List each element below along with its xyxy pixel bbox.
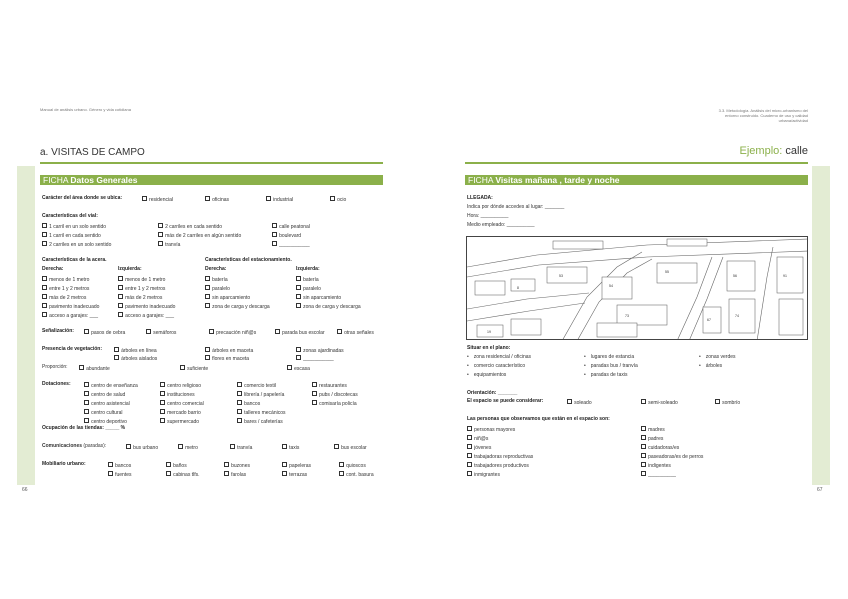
veg-label: Presencia de vegetación: — [42, 346, 103, 352]
situar-item: • paradas bus / tranvía — [584, 364, 638, 369]
checkbox-persona[interactable]: paseadoras/es de perros — [641, 453, 703, 460]
right-header-line: 3.3. Metodología. Análisis del micro-urbanismo del — [718, 108, 808, 113]
checkbox-estac[interactable]: zona de carga y descarga — [205, 303, 270, 310]
checkbox-dot[interactable]: centro deportivo — [84, 418, 127, 425]
checkbox-vial[interactable]: 1 carril en un solo sentido — [42, 223, 106, 230]
estac-izquierda: Izquierda: — [296, 266, 320, 272]
acera-izquierda: Izquierda: — [118, 266, 142, 272]
checkbox-espacio[interactable]: sombrío — [715, 399, 740, 406]
situar-item: • paradas de taxis — [584, 373, 627, 378]
checkbox-dot[interactable]: restaurantes — [312, 382, 347, 389]
checkbox-persona[interactable]: __________ — [641, 471, 676, 478]
checkbox-espacio[interactable]: semi-soleado — [641, 399, 678, 406]
checkbox-dot[interactable]: instituciones — [160, 391, 195, 398]
map-number: 91 — [783, 274, 787, 278]
checkbox-mob[interactable]: buzones — [224, 462, 250, 469]
right-section-title — [740, 146, 808, 157]
checkbox-com[interactable]: tranvía — [230, 444, 252, 451]
left-title-rule — [40, 162, 383, 164]
street-map — [466, 236, 808, 340]
personas-title: Las personas que observamos que están en el espacio son: — [467, 416, 610, 422]
map-number: 73 — [625, 314, 629, 318]
map-number: 19 — [487, 330, 491, 334]
ocupacion: Ocupación de las tiendas: _____ % — [42, 425, 126, 431]
ficha-label: FICHA — [43, 175, 69, 185]
situar-item: • árboles — [699, 364, 722, 369]
checkbox-dot[interactable]: bares / cafeterías — [237, 418, 283, 425]
acera-title: Características de la acera. — [42, 257, 107, 263]
checkbox-estac[interactable]: sin aparcamiento — [205, 294, 250, 301]
map-number: 67 — [707, 318, 711, 322]
checkbox-persona[interactable]: niñ@s — [467, 435, 488, 442]
acera-derecha: Derecha: — [42, 266, 64, 272]
checkbox-senal[interactable]: pasos de cebra — [84, 329, 125, 336]
checkbox-vial[interactable]: tranvía — [158, 241, 180, 248]
checkbox-persona[interactable]: padres — [641, 435, 663, 442]
right-running-header — [719, 108, 808, 123]
right-header-line: entorno construido. Cuaderno de uso y calidad — [725, 113, 808, 118]
checkbox-veg[interactable]: árboles en línea — [114, 347, 157, 354]
checkbox-dot[interactable]: centro asistencial — [84, 400, 130, 407]
left-page-number: 66 — [22, 487, 28, 493]
checkbox-senal[interactable]: otras señales — [337, 329, 374, 336]
checkbox-com[interactable]: bus urbano — [126, 444, 158, 451]
checkbox-dot[interactable]: centro de salud — [84, 391, 125, 398]
ejemplo-value: calle — [785, 145, 808, 157]
map-number: 8 — [517, 286, 519, 290]
checkbox-prop[interactable]: suficiente — [180, 365, 208, 372]
checkbox-vial[interactable]: boulevard — [272, 232, 301, 239]
llegada-label: LLEGADA: — [467, 195, 493, 201]
estac-derecha: Derecha: — [205, 266, 227, 272]
checkbox-estac[interactable]: batería — [205, 276, 228, 283]
checkbox-acera[interactable]: acceso a garajes: ___ — [42, 312, 98, 319]
situar-title: Situar en el plano: — [467, 345, 511, 351]
checkbox-veg[interactable]: ___________ — [296, 355, 334, 362]
checkbox-mob[interactable]: bancos — [108, 462, 131, 469]
checkbox-mob[interactable]: fuentes — [108, 471, 132, 478]
checkbox-residencial[interactable]: residencial — [142, 196, 173, 203]
checkbox-mob[interactable]: baños — [166, 462, 187, 469]
checkbox-vial[interactable]: 2 carriles en un solo sentido — [42, 241, 111, 248]
right-ficha-band — [465, 175, 808, 185]
checkbox-dot[interactable]: centro cultural — [84, 409, 123, 416]
checkbox-estac[interactable]: sin aparcamiento — [296, 294, 341, 301]
checkbox-veg[interactable]: zonas ajardinadas — [296, 347, 344, 354]
checkbox-dot[interactable]: comercio textil — [237, 382, 276, 389]
left-ficha-band — [40, 175, 383, 185]
street-map-drawing — [467, 237, 808, 340]
checkbox-estac[interactable]: batería — [296, 276, 319, 283]
checkbox-mob[interactable]: cabinas tlfs. — [166, 471, 200, 478]
checkbox-industrial[interactable]: industrial — [266, 196, 293, 203]
checkbox-persona[interactable]: trabajadoras reproductivas — [467, 453, 533, 460]
checkbox-dot[interactable]: centro religioso — [160, 382, 201, 389]
checkbox-senal[interactable]: parada bus escolar — [275, 329, 325, 336]
llegada-line: Indica por dónde accedes al lugar: _______ — [467, 204, 565, 210]
checkbox-persona[interactable]: indigentes — [641, 462, 671, 469]
checkbox-persona[interactable]: madres — [641, 426, 665, 433]
checkbox-veg[interactable]: árboles en maceta — [205, 347, 253, 354]
situar-item: • zonas verdes — [699, 355, 736, 360]
checkbox-senal[interactable]: semáforos — [146, 329, 176, 336]
orientacion: Orientación: _______ — [467, 390, 518, 396]
checkbox-dot[interactable]: supermercado — [160, 418, 199, 425]
prop-label: Proporción: — [42, 364, 68, 370]
checkbox-persona[interactable]: jóvenes — [467, 444, 491, 451]
checkbox-acera[interactable]: menos de 1 metro — [42, 276, 89, 283]
left-running-header: Manual de análisis urbano. Género y vida cotidiana — [40, 107, 131, 112]
map-number: 74 — [735, 314, 739, 318]
checkbox-acera[interactable]: entre 1 y 2 metros — [118, 285, 165, 292]
checkbox-vial[interactable]: calle peatonal — [272, 223, 310, 230]
checkbox-veg[interactable]: flores en maceta — [205, 355, 249, 362]
checkbox-dot[interactable]: mercado barrio — [160, 409, 201, 416]
checkbox-acera[interactable]: entre 1 y 2 metros — [42, 285, 89, 292]
checkbox-acera[interactable]: más de 2 metros — [42, 294, 86, 301]
checkbox-dot[interactable]: pubs / discotecas — [312, 391, 358, 398]
right-margin-bar — [812, 166, 830, 485]
checkbox-acera[interactable]: pavimento inadecuado — [118, 303, 175, 310]
dot-label: Dotaciones: — [42, 381, 71, 387]
checkbox-com[interactable]: bus escolar — [334, 444, 367, 451]
right-title-rule — [465, 162, 808, 164]
vial-title: Características del vial: — [42, 213, 98, 219]
llegada-line: Medio empleado: __________ — [467, 222, 535, 228]
checkbox-mob[interactable]: farolas — [224, 471, 246, 478]
caracter-label: Carácter del área donde se ubica: — [42, 195, 123, 201]
checkbox-vial[interactable]: 2 carriles en cada sentido — [158, 223, 222, 230]
checkbox-dot[interactable]: centro comercial — [160, 400, 204, 407]
checkbox-veg[interactable]: árboles aislados — [114, 355, 157, 362]
checkbox-persona[interactable]: personas mayores — [467, 426, 515, 433]
situar-item: • zona residencial / oficinas — [467, 355, 531, 360]
map-number: 53 — [559, 274, 563, 278]
checkbox-persona[interactable]: cuidadoras/es — [641, 444, 679, 451]
checkbox-acera[interactable]: menos de 1 metro — [118, 276, 165, 283]
checkbox-com[interactable]: metro — [178, 444, 198, 451]
com-label-text: Comunicaciones — [42, 443, 83, 449]
situar-item: • lugares de estancia — [584, 355, 634, 360]
situar-item: • comercio característico — [467, 364, 525, 369]
ejemplo-label: Ejemplo: — [739, 145, 783, 157]
checkbox-mob[interactable]: papeleras — [282, 462, 311, 469]
left-section-title: a. VISITAS DE CAMPO — [40, 147, 145, 158]
checkbox-com[interactable]: taxis — [282, 444, 299, 451]
checkbox-prop[interactable]: abundante — [79, 365, 110, 372]
senal-label: Señalización: — [42, 328, 74, 334]
situar-item: • equipamientos — [467, 373, 506, 378]
checkbox-persona[interactable]: inmigrantes — [467, 471, 500, 478]
left-margin-bar — [17, 166, 35, 485]
estac-title: Características del estacionamiento. — [205, 257, 292, 263]
checkbox-mob[interactable]: cont. basura — [339, 471, 374, 478]
checkbox-vial[interactable]: más de 2 carriles en algún sentido — [158, 232, 241, 239]
map-number: 55 — [665, 270, 669, 274]
checkbox-prop[interactable]: escasa — [287, 365, 310, 372]
checkbox-estac[interactable]: zona de carga y descarga — [296, 303, 361, 310]
map-number: 54 — [609, 284, 613, 288]
right-page-number: 67 — [817, 487, 823, 493]
mob-label: Mobiliario urbano: — [42, 461, 86, 467]
checkbox-estac[interactable]: paralelo — [296, 285, 321, 292]
checkbox-vial[interactable]: ___________ — [272, 241, 310, 248]
com-sub: (paradas): — [83, 443, 107, 449]
checkbox-dot[interactable]: librería / papelería — [237, 391, 284, 398]
map-number: 56 — [733, 274, 737, 278]
checkbox-senal[interactable]: precaución niñ@s — [209, 329, 256, 336]
espacio-label: El espacio se puede considerar: — [467, 398, 544, 404]
checkbox-oficinas[interactable]: oficinas — [205, 196, 229, 203]
right-header-line: urbana/actividad — [778, 118, 808, 123]
checkbox-mob[interactable]: quioscos — [339, 462, 366, 469]
ficha-label: FICHA — [468, 175, 494, 185]
checkbox-mob[interactable]: terrazas — [282, 471, 307, 478]
checkbox-dot[interactable]: centro de enseñanza — [84, 382, 138, 389]
llegada-line: Hora: __________ — [467, 213, 509, 219]
ficha-title: Datos Generales — [70, 175, 138, 185]
checkbox-acera[interactable]: más de 2 metros — [118, 294, 162, 301]
checkbox-dot[interactable]: bancos — [237, 400, 260, 407]
checkbox-espacio[interactable]: soleado — [567, 399, 592, 406]
checkbox-vial[interactable]: 1 carril en cada sentido — [42, 232, 101, 239]
checkbox-persona[interactable]: trabajadores productivos — [467, 462, 529, 469]
com-label — [42, 444, 106, 449]
checkbox-estac[interactable]: paralelo — [205, 285, 230, 292]
checkbox-dot[interactable]: comisaría policía — [312, 400, 357, 407]
checkbox-acera[interactable]: pavimento inadecuado — [42, 303, 99, 310]
ficha-title: Visitas mañana , tarde y noche — [495, 175, 620, 185]
checkbox-acera[interactable]: acceso a garajes: ___ — [118, 312, 174, 319]
checkbox-ocio[interactable]: ocio — [330, 196, 346, 203]
checkbox-dot[interactable]: talleres mecánicos — [237, 409, 286, 416]
